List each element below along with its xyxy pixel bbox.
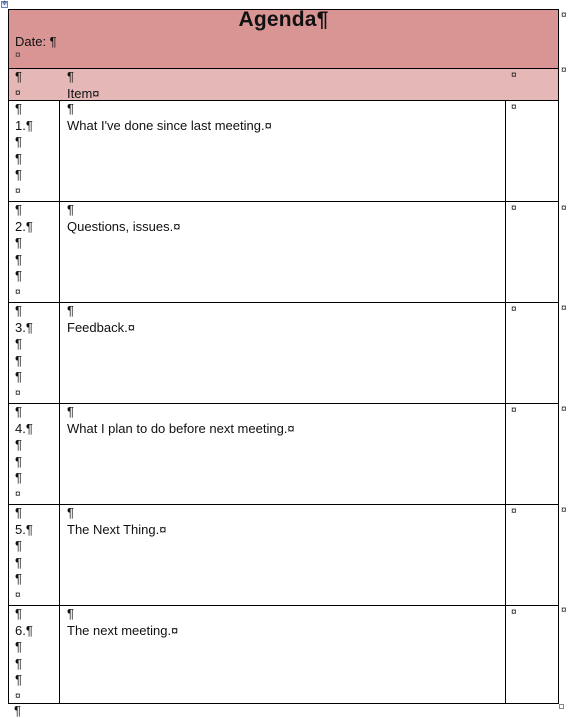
item-text-cell[interactable] bbox=[67, 606, 178, 639]
pilcrow-mark: ¶ bbox=[67, 69, 74, 84]
item-text-cell[interactable] bbox=[67, 404, 295, 437]
cell-end-mark: ¤ bbox=[15, 690, 21, 702]
pilcrow-mark: ¶ bbox=[15, 352, 22, 368]
pilcrow-mark: ¶ bbox=[15, 571, 22, 586]
item-text-cell[interactable] bbox=[67, 202, 180, 235]
agenda-item-row bbox=[9, 404, 558, 505]
pilcrow-mark: ¶ bbox=[15, 303, 22, 318]
item-text: What I plan to do before next meeting.¤ bbox=[67, 420, 295, 436]
pilcrow-mark: ¶ bbox=[15, 167, 22, 182]
row-end-mark: ¤ bbox=[561, 303, 567, 314]
column-header-item-label: Item¤ bbox=[67, 85, 100, 101]
agenda-item-row bbox=[9, 202, 558, 303]
page-title: Agenda¶ bbox=[238, 8, 329, 31]
column-header-row bbox=[9, 69, 558, 101]
item-number-cell[interactable] bbox=[15, 505, 33, 604]
item-number: 4.¶ bbox=[15, 420, 33, 436]
row-end-mark: ¤ bbox=[561, 203, 567, 214]
cell-end-mark: ¤ bbox=[15, 589, 21, 601]
pilcrow-mark: ¶ bbox=[15, 69, 22, 84]
item-text: What I've done since last meeting.¤ bbox=[67, 117, 272, 133]
row-end-mark: ¤ bbox=[561, 65, 567, 76]
agenda-table bbox=[8, 9, 559, 704]
agenda-item-row bbox=[9, 101, 558, 202]
pilcrow-mark: ¶ bbox=[67, 101, 74, 116]
pilcrow-mark: ¶ bbox=[15, 101, 22, 116]
pilcrow-mark: ¶ bbox=[15, 336, 22, 351]
pilcrow-mark: ¶ bbox=[15, 369, 22, 384]
pilcrow-mark: ¶ bbox=[67, 202, 74, 217]
column-divider bbox=[59, 101, 60, 703]
pilcrow-mark: ¶ bbox=[15, 150, 22, 166]
cell-end-mark: ¤ bbox=[15, 387, 21, 399]
item-number: 6.¶ bbox=[15, 622, 33, 638]
pilcrow-mark: ¶ bbox=[67, 404, 74, 419]
table-move-handle-icon[interactable]: ✥ bbox=[2, 1, 8, 7]
item-notes-cell[interactable]: ¤ bbox=[511, 405, 517, 416]
item-text: Feedback.¤ bbox=[67, 319, 135, 335]
column-header-notes[interactable]: ¤ bbox=[511, 70, 517, 81]
item-text-cell[interactable] bbox=[67, 505, 166, 538]
cell-end-mark: ¤ bbox=[15, 488, 21, 500]
agenda-item-row bbox=[9, 505, 558, 606]
column-divider bbox=[505, 101, 506, 703]
item-text: The Next Thing.¤ bbox=[67, 521, 167, 537]
row-end-mark: ¤ bbox=[561, 505, 567, 516]
pilcrow-mark: ¶ bbox=[15, 639, 22, 654]
cell-end-mark: ¤ bbox=[15, 286, 21, 298]
pilcrow-mark: ¶ bbox=[67, 505, 74, 520]
item-text-cell[interactable] bbox=[67, 303, 135, 336]
agenda-item-row bbox=[9, 303, 558, 404]
item-text: Questions, issues.¤ bbox=[67, 218, 181, 234]
item-notes-cell[interactable]: ¤ bbox=[511, 203, 517, 214]
date-label[interactable]: Date: ¶ bbox=[15, 34, 57, 49]
agenda-item-row bbox=[9, 606, 558, 706]
pilcrow-mark: ¶ bbox=[15, 672, 22, 687]
item-number: 2.¶ bbox=[15, 218, 33, 234]
pilcrow-mark: ¶ bbox=[15, 268, 22, 283]
pilcrow-mark: ¶ bbox=[15, 202, 22, 217]
pilcrow-mark: ¶ bbox=[15, 655, 22, 671]
pilcrow-mark: ¶ bbox=[15, 404, 22, 419]
item-number-cell[interactable] bbox=[15, 202, 33, 301]
pilcrow-mark: ¶ bbox=[15, 251, 22, 267]
item-number-cell[interactable] bbox=[15, 404, 33, 503]
row-end-mark: ¤ bbox=[561, 605, 567, 616]
pilcrow-mark: ¶ bbox=[15, 453, 22, 469]
table-resize-handle[interactable] bbox=[559, 704, 564, 709]
item-number: 1.¶ bbox=[15, 117, 33, 133]
item-text: The next meeting.¤ bbox=[67, 622, 179, 638]
item-notes-cell[interactable]: ¤ bbox=[511, 304, 517, 315]
cell-end-mark: ¤ bbox=[15, 50, 21, 61]
item-notes-cell[interactable]: ¤ bbox=[511, 607, 517, 618]
pilcrow-mark: ¶ bbox=[15, 470, 22, 485]
pilcrow-mark: ¶ bbox=[15, 134, 22, 149]
item-number: 5.¶ bbox=[15, 521, 33, 537]
item-number-cell[interactable] bbox=[15, 101, 33, 200]
row-end-mark: ¤ bbox=[561, 404, 567, 415]
column-header-number[interactable] bbox=[15, 69, 22, 102]
row-end-mark: ¤ bbox=[561, 10, 567, 21]
item-notes-cell[interactable]: ¤ bbox=[511, 102, 517, 113]
column-header-item[interactable] bbox=[67, 69, 100, 102]
agenda-header bbox=[9, 10, 558, 69]
pilcrow-mark: ¶ bbox=[15, 606, 22, 621]
pilcrow-mark: ¶ bbox=[14, 703, 21, 718]
item-number: 3.¶ bbox=[15, 319, 33, 335]
item-number-cell[interactable] bbox=[15, 606, 33, 705]
cell-end-mark: ¤ bbox=[15, 87, 21, 99]
item-number-cell[interactable] bbox=[15, 303, 33, 402]
pilcrow-mark: ¶ bbox=[67, 606, 74, 621]
pilcrow-mark: ¶ bbox=[15, 538, 22, 553]
item-text-cell[interactable] bbox=[67, 101, 272, 134]
pilcrow-mark: ¶ bbox=[15, 505, 22, 520]
pilcrow-mark: ¶ bbox=[15, 554, 22, 570]
pilcrow-mark: ¶ bbox=[15, 235, 22, 250]
pilcrow-mark: ¶ bbox=[15, 437, 22, 452]
cell-end-mark: ¤ bbox=[15, 185, 21, 197]
pilcrow-mark: ¶ bbox=[67, 303, 74, 318]
item-notes-cell[interactable]: ¤ bbox=[511, 506, 517, 517]
